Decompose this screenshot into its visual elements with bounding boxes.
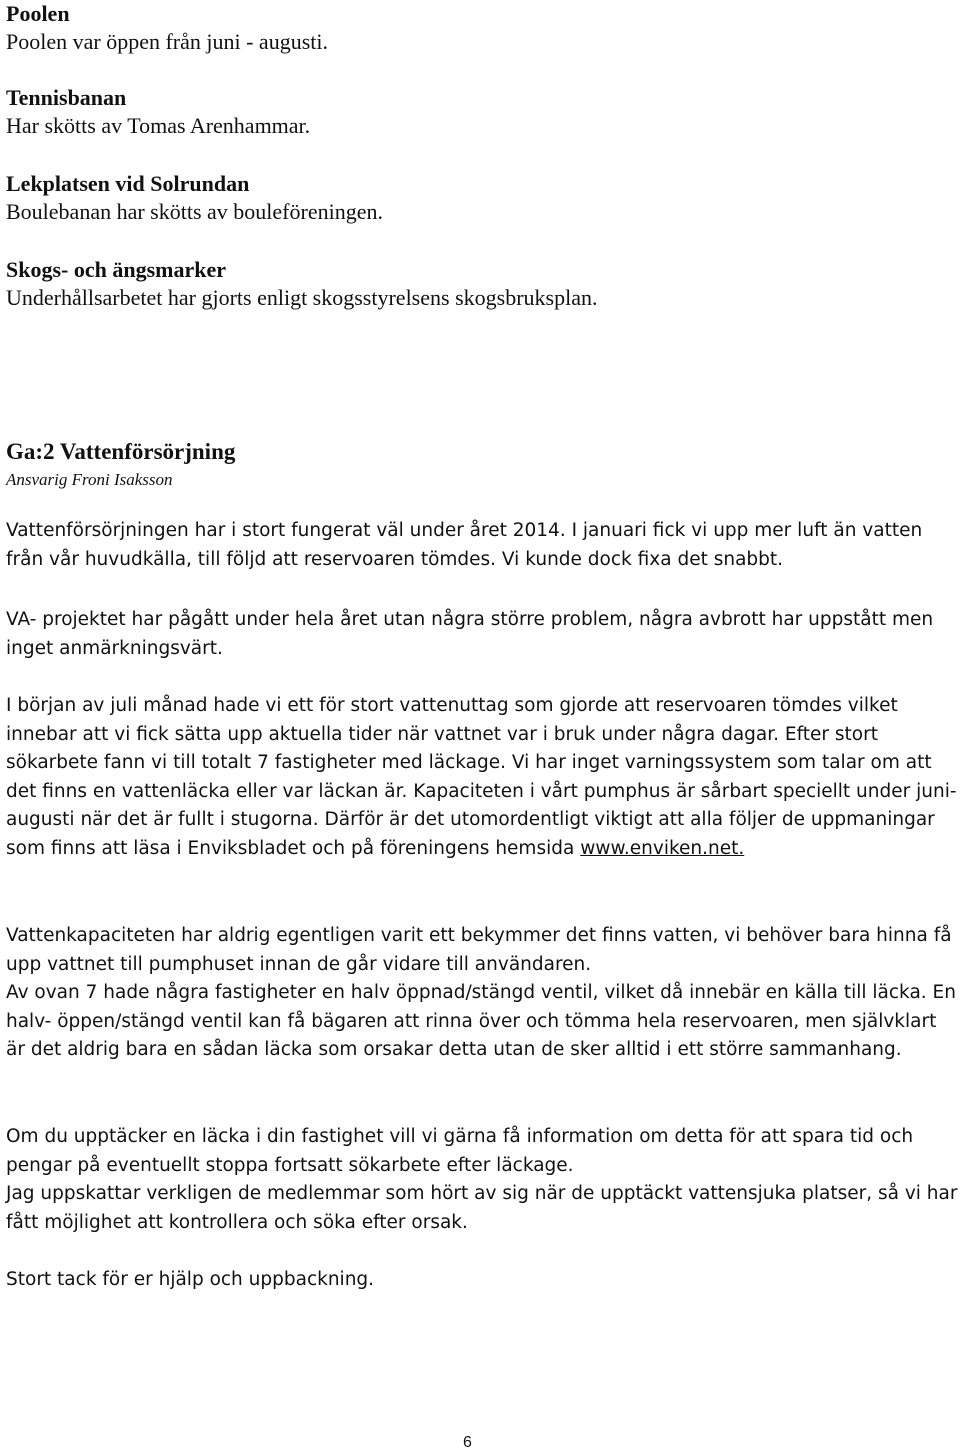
water-paragraph-4 (6, 922, 960, 1065)
water-paragraph-3-text: I början av juli månad hade vi ett för stort vattenuttag som gjorde att reservoaren tömdes vilket innebar att vi fick sätta upp aktuella tider när vattnet var i bruk under några dagar. Efter stort sökarbete fann vi till totalt 7 fastigheter med läckage. Vi har inget varningssystem som talar om att det finns en vattenläcka eller var läckan är. Kapaciteten i vårt pumphus är sårbart speciellt under juni-augusti när det är fullt i stugorna. Därför är det utomordentligt viktigt att alla följer de uppmaningar som finns att läsa i Enviksbladet och på föreningens hemsida (6, 695, 957, 859)
section-playground (6, 170, 383, 226)
water-paragraph-5 (6, 1123, 960, 1237)
water-closing: Stort tack för er hjälp och uppbackning. (6, 1269, 375, 1290)
section-text: Har skötts av Tomas Arenhammar. (6, 113, 311, 138)
water-paragraph-5a: Om du upptäcker en läcka i din fastighet vill vi gärna få information om detta för att spara tid och pengar på eventuellt stoppa fortsatt sökarbete efter läckage. (6, 1126, 914, 1176)
section-heading: Lekplatsen vid Solrundan (6, 171, 250, 196)
water-paragraph-4a: Vattenkapaciteten har aldrig egentligen varit ett bekymmer det finns vatten, vi behöver bara hinna få upp vattnet till pumphuset innan de går vidare till användaren. (6, 925, 952, 975)
water-paragraph-2: VA- projektet har pågått under hela året utan några större problem, några avbrott har uppstått men inget anmärkningsvärt. (6, 609, 934, 659)
water-section-title: Ga:2 Vattenförsörjning (6, 439, 236, 464)
water-paragraph-3 (6, 692, 960, 864)
section-text: Poolen var öppen från juni - augusti. (6, 29, 328, 54)
section-text: Boulebanan har skötts av bouleföreningen. (6, 199, 383, 224)
water-responsible: Ansvarig Froni Isaksson (6, 470, 173, 489)
page-number: 6 (463, 1434, 472, 1451)
section-forest (6, 256, 597, 312)
section-pool (6, 0, 328, 56)
section-tennis (6, 84, 310, 140)
section-heading: Poolen (6, 1, 70, 26)
section-text: Underhållsarbetet har gjorts enligt skogsstyrelsens skogsbruksplan. (6, 285, 598, 310)
section-heading: Tennisbanan (6, 85, 127, 110)
website-link[interactable]: www.enviken.net. (580, 837, 745, 859)
section-heading: Skogs- och ängsmarker (6, 257, 227, 282)
water-paragraph-5b: Jag uppskattar verkligen de medlemmar som hört av sig när de upptäckt vattensjuka platser, så vi har fått möjlighet att kontrollera och söka efter orsak. (6, 1183, 958, 1233)
water-paragraph-4b: Av ovan 7 hade några fastigheter en halv öppnad/stängd ventil, vilket då innebär en källa till läcka. En halv- öppen/stängd ventil kan få bägaren att rinna över och tömma hela reservoaren, men självklart är det aldrig bara en sådan läcka som orsakar detta utan de sker alltid i ett större sammanhang. (6, 982, 956, 1061)
water-paragraph-1: Vattenförsörjningen har i stort fungerat väl under året 2014. I januari fick vi upp mer luft än vatten från vår huvudkälla, till följd att reservoaren tömdes. Vi kunde dock fixa det snabbt. (6, 520, 923, 570)
